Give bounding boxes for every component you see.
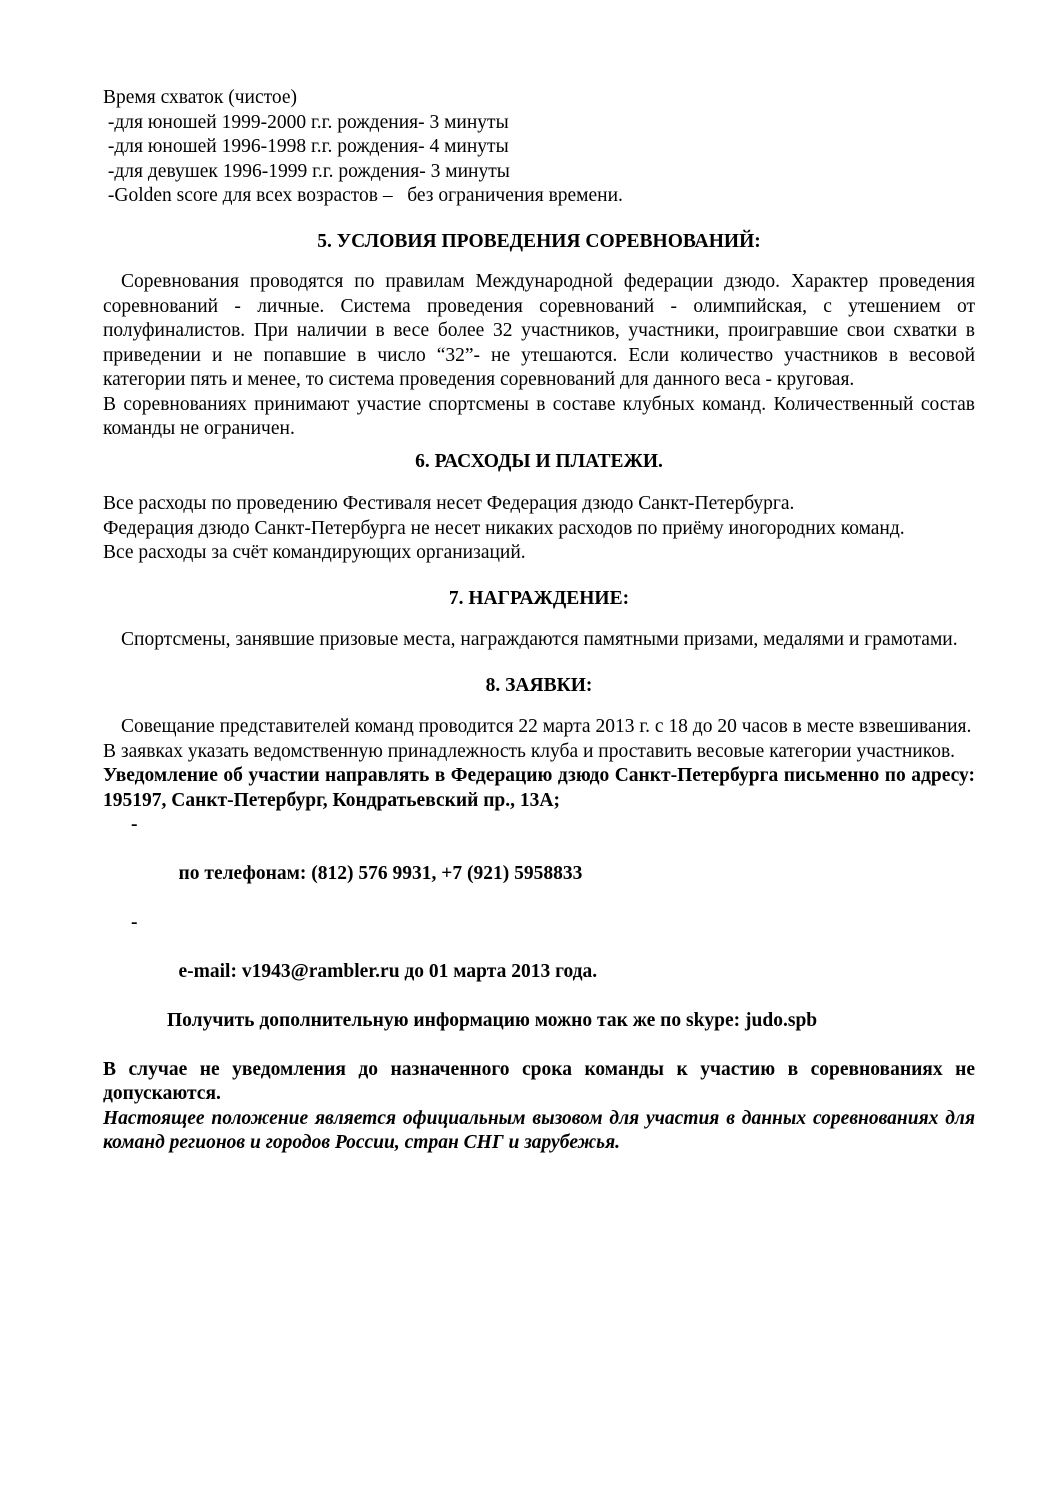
timing-title: Время схваток (чистое) [103, 87, 298, 108]
section-5-paragraph-2: В соревнованиях принимают участие спортсмены в составе клубных команд. Количественный состав команды не ограничен. [103, 393, 975, 439]
section-8-paragraph-1: Совещание представителей команд проводится 22 марта 2013 г. с 18 до 20 часов в месте взвешивания. [121, 716, 972, 737]
section-6-heading: 6. РАСХОДЫ И ПЛАТЕЖИ. [415, 450, 663, 472]
section-8-heading: 8. ЗАЯВКИ: [485, 674, 593, 696]
section-6-line: Федерация дзюдо Санкт-Петербурга не несет никаких расходов по приёму иногородних команд. [103, 517, 905, 539]
timing-item: -для юношей 1999-2000 г.г. рождения- 3 минуты [103, 111, 509, 133]
timing-item: -Golden score для всех возрастов – без ограничения времени. [103, 185, 623, 206]
bullet-dash: - [131, 814, 138, 835]
email-text: e-mail: v1943@rambler.ru до 01 марта 2013 года. [178, 961, 598, 982]
phone-item [103, 813, 975, 911]
official-invitation: Настоящее положение является официальным вызовом для участия в данных соревнованиях для команд регионов и городов России, стран СНГ и зарубежья. [103, 1107, 975, 1153]
timing-item: -для юношей 1996-1998 г.г. рождения- 4 минуты [103, 136, 509, 157]
section-8-paragraph-2: В заявках указать ведомственную принадлежность клуба и проставить весовые категории участников. [103, 740, 956, 762]
bullet-dash: - [131, 912, 138, 933]
section-6-line: Все расходы за счёт командирующих организаций. [103, 542, 526, 563]
section-5-heading: 5. УСЛОВИЯ ПРОВЕДЕНИЯ СОРЕВНОВАНИЙ: [317, 230, 761, 252]
document-page [103, 86, 975, 1156]
section-7-heading: 7. НАГРАЖДЕНИЕ: [448, 587, 630, 609]
warning-text: В случае не уведомления до назначенного срока команды к участию в соревнованиях не допускаются. [103, 1058, 975, 1104]
notice-address: Уведомление об участии направлять в Федерацию дзюдо Санкт-Петербурга письменно по адресу: 195197, Санкт-Петербург, Кондратьевский пр., 13А; [103, 765, 975, 811]
section-7-paragraph: Спортсмены, занявшие призовые места, награждаются памятными призами, медалями и грамотами. [121, 629, 958, 650]
section-6-line: Все расходы по проведению Фестиваля несет Федерация дзюдо Санкт-Петербурга. [103, 493, 795, 514]
section-5-paragraph-1: Соревнования проводятся по правилам Международной федерации дзюдо. Характер проведения соревнований - личные. Система проведения соревнований - олимпийская, с утешением от полуфиналистов. При наличии в весе более 32 участников, участники, проигравшие свои схватки в приведении и не попавшие в число “32”- не утешаются. Если количество участников в весовой категории пять и менее, то система проведения соревнований для данного веса - круговая. [103, 271, 975, 390]
skype-info: Получить дополнительную информацию можно так же по skype: judo.spb [167, 1010, 818, 1031]
phone-numbers: по телефонам: (812) 576 9931, +7 (921) 5958833 [178, 863, 583, 884]
timing-item: -для девушек 1996-1999 г.г. рождения- 3 минуты [103, 160, 510, 182]
email-item [103, 911, 975, 1009]
